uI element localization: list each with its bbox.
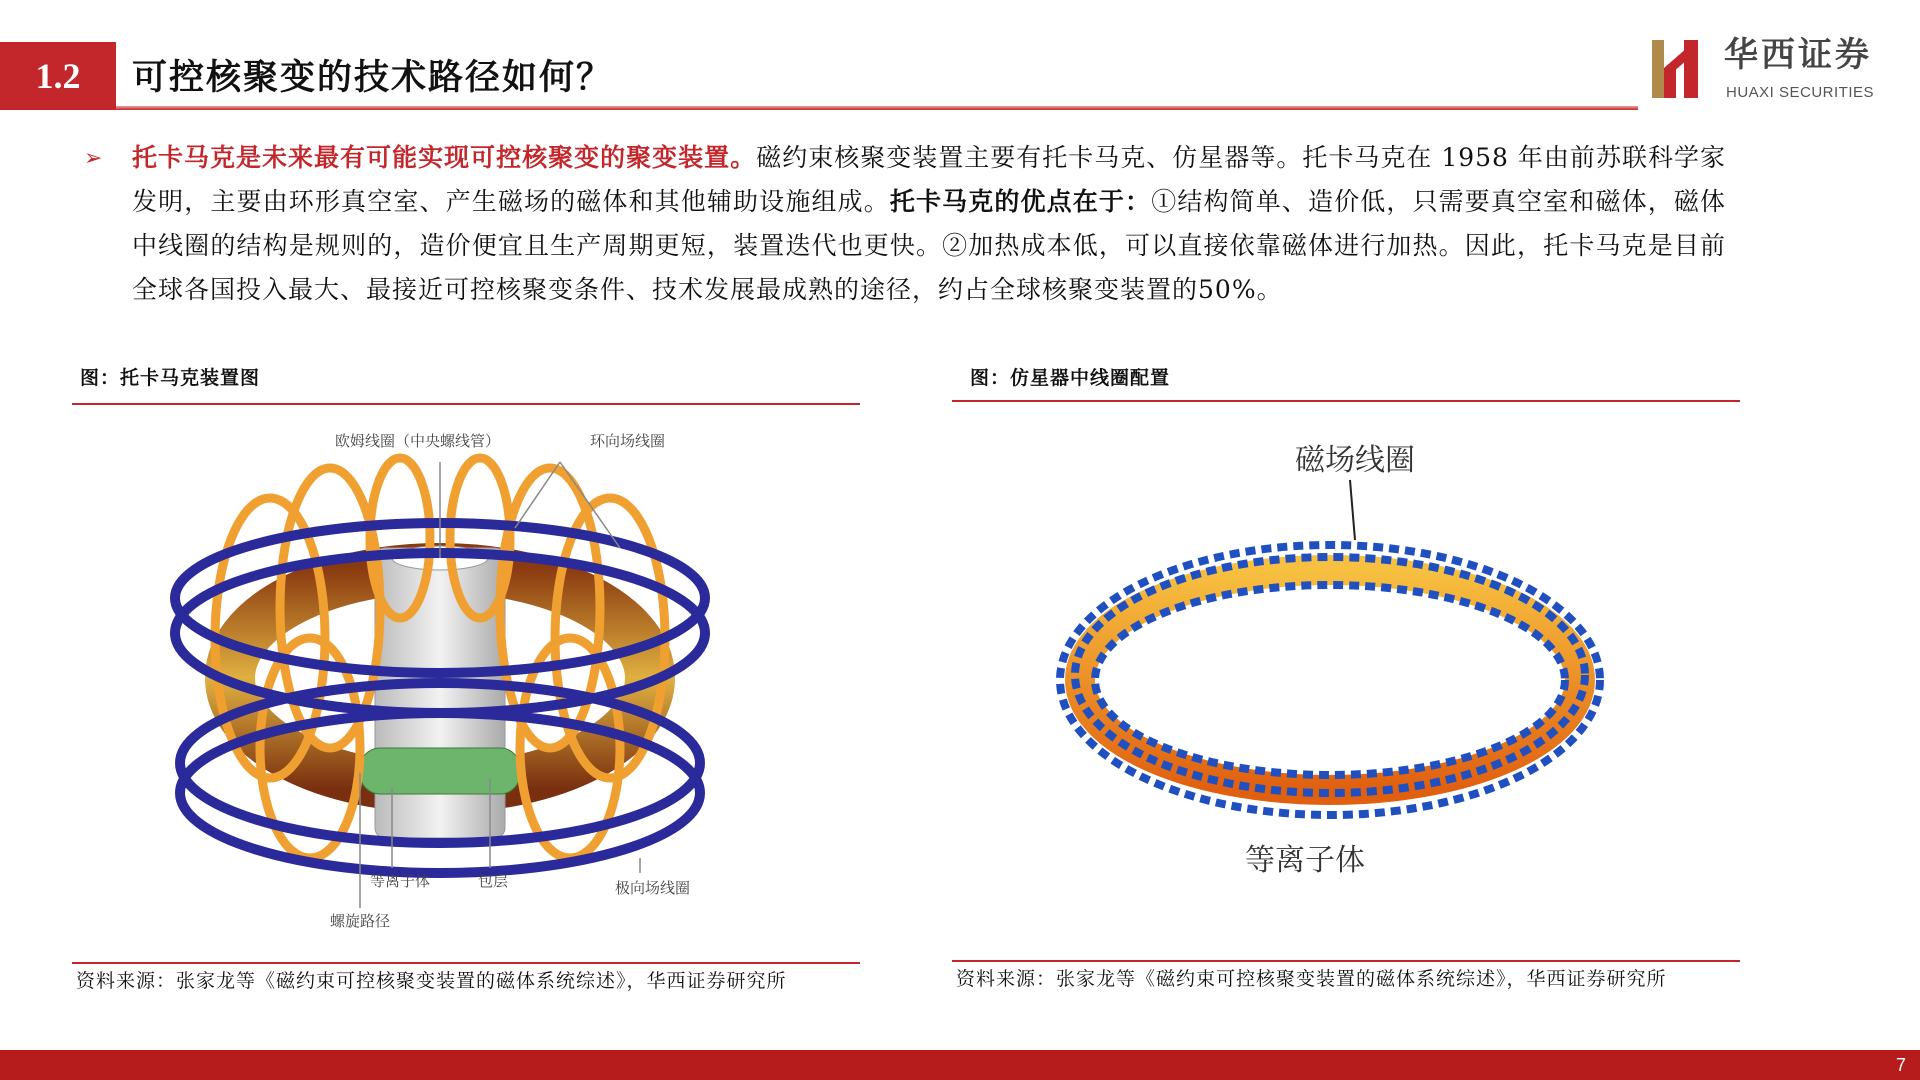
tokamak-diagram — [160, 418, 760, 938]
footer-bar — [0, 1050, 1920, 1080]
source-divider — [72, 962, 860, 964]
logo-mark-icon — [1650, 36, 1710, 102]
figure-source-left: 资料来源：张家龙等《磁约束可控核聚变装置的磁体系统综述》，华西证券研究所 — [76, 970, 787, 992]
logo-text-cn: 华西证券 — [1724, 35, 1872, 75]
label-blanket: 包层 — [478, 872, 509, 890]
company-logo — [1650, 36, 1900, 106]
bullet-arrow-icon: ➢ — [84, 146, 103, 171]
body-text-1: 磁约束核聚变装置主要有托卡马克、仿星器等。托卡马克在 1958 年由前苏联科学家发明，主要由环形真空室、产生磁场的磁体和其他辅助设施组成。 — [132, 143, 1726, 216]
caption-divider — [952, 400, 1740, 402]
label-ohmic-coil: 欧姆线圈（中央螺线管） — [335, 432, 501, 450]
label-plasma: 等离子体 — [370, 872, 431, 890]
page-number: 7 — [1895, 1055, 1906, 1075]
body-bold: 托卡马克的优点在于： — [889, 187, 1152, 216]
title-divider — [116, 106, 1638, 110]
label-plasma: 等离子体 — [1245, 843, 1365, 878]
page-title: 可控核聚变的技术路径如何？ — [132, 57, 614, 98]
stellarator-diagram — [1030, 430, 1630, 890]
label-helix-path: 螺旋路径 — [330, 912, 391, 930]
label-toroidal-coil: 环向场线圈 — [590, 432, 666, 450]
source-divider — [952, 960, 1740, 962]
caption-divider — [72, 403, 860, 405]
body-paragraph — [132, 136, 1726, 312]
figure-caption-stellarator: 图：仿星器中线圈配置 — [970, 367, 1171, 389]
section-number: 1.2 — [0, 42, 116, 110]
label-poloidal-coil: 极向场线圈 — [615, 879, 691, 897]
highlight-text: 托卡马克是未来最有可能实现可控核聚变的聚变装置。 — [132, 143, 757, 172]
figure-caption-tokamak: 图：托卡马克装置图 — [80, 367, 261, 389]
logo-text-en: HUAXI SECURITIES — [1726, 84, 1875, 101]
body-text-2: ①结构简单、造价低，只需要真空室和磁体，磁体中线圈的结构是规则的，造价便宜且生产周期更短，装置迭代也更快。②加热成本低，可以直接依靠磁体进行加热。因此，托卡马克是目前全球各国投入最大、最接近可控核聚变条件、技术发展最成熟的途径，约占全球核聚变装置的50%。 — [132, 187, 1726, 304]
label-magnetic-coil: 磁场线圈 — [1295, 443, 1415, 478]
figure-source-right: 资料来源：张家龙等《磁约束可控核聚变装置的磁体系统综述》，华西证券研究所 — [956, 968, 1667, 990]
